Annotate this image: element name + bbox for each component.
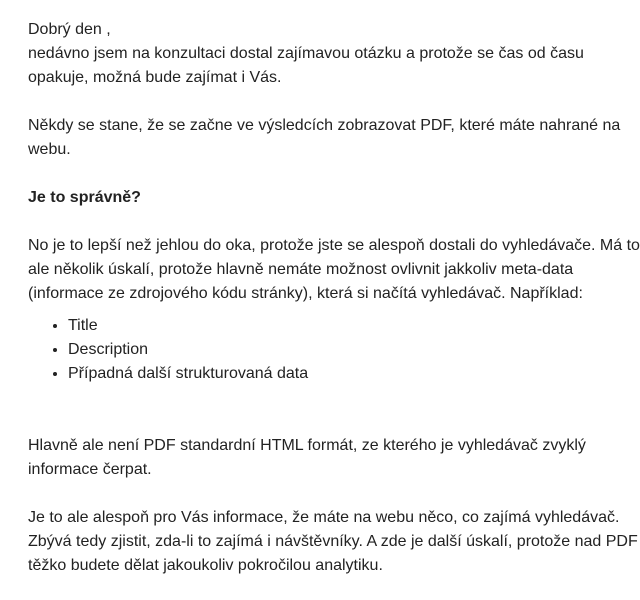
article-body xyxy=(28,18,640,578)
intro-paragraph: nedávno jsem na konzultaci dostal zajímavou otázku a protože se čas od času opakuje, možná bude zajímat i Vás. xyxy=(28,45,584,86)
analytics-paragraph: Je to ale alespoň pro Vás informace, že máte na webu něco, co zajímá vyhledávač. Zbývá tedy zjistit, zda-li to zajímá i návštěvníky. A zde je další úskalí, protože nad PDF těžko budete dělat jakoukoliv pokročilou analytiku. xyxy=(28,509,638,574)
question-heading: Je to správně? xyxy=(28,189,141,206)
list-item-structured-data: • Případná další strukturovaná data xyxy=(68,362,640,386)
pdf-results-paragraph: Někdy se stane, že se začne ve výsledcích zobrazovat PDF, které máte nahrané na webu. xyxy=(28,117,621,158)
greeting-text: Dobrý den , xyxy=(28,21,111,38)
list-item-title: • Title xyxy=(68,314,640,338)
list-item-description: • Description xyxy=(68,338,640,362)
html-format-paragraph: Hlavně ale není PDF standardní HTML formát, ze kterého je vyhledávač zvyklý informace čerpat. xyxy=(28,437,586,478)
metadata-list xyxy=(28,314,640,386)
drawbacks-paragraph: No je to lepší než jehlou do oka, protože jste se alespoň dostali do vyhledávače. Má to ale několik úskalí, protože hlavně nemáte možnost ovlivnit jakkoliv meta-data (informace ze zdrojového kódu stránky), která si načítá vyhledávač. Například: xyxy=(28,237,640,302)
